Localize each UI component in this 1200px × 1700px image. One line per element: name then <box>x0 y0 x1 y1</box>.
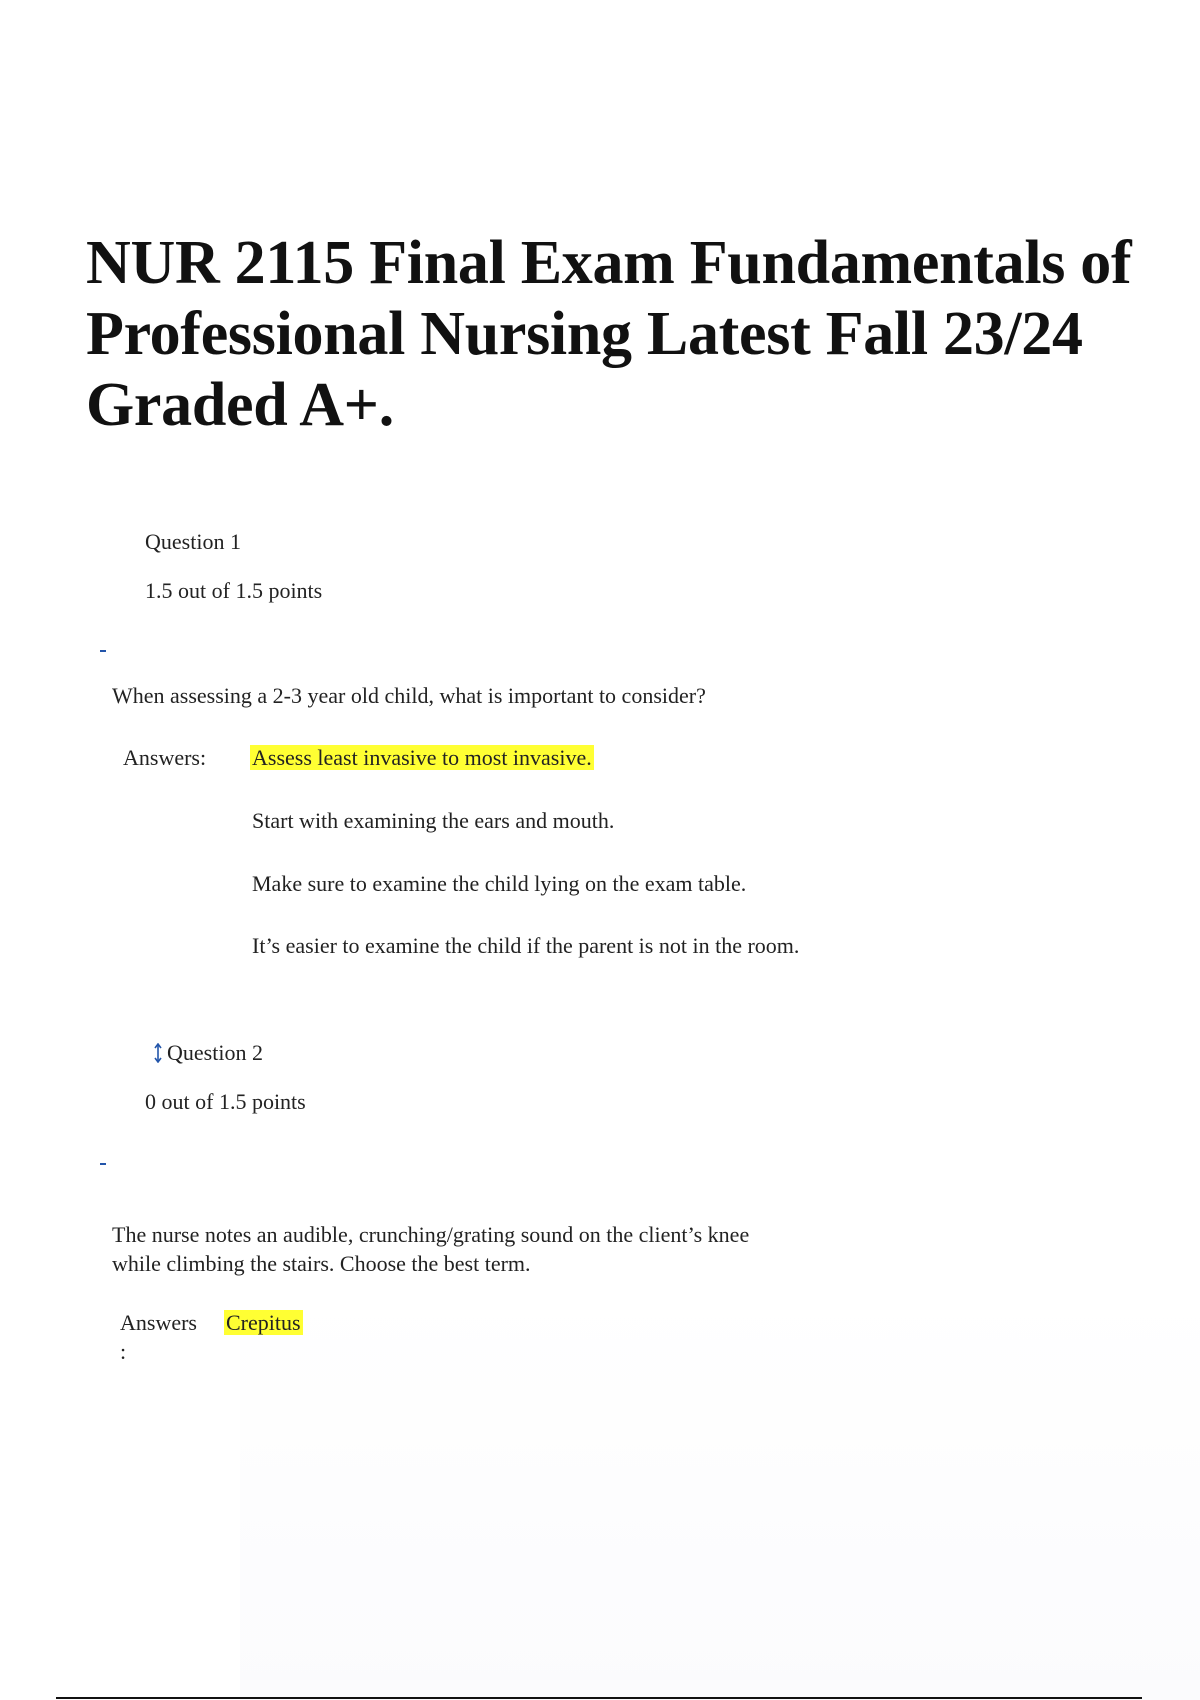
question-2-label: Question 2 <box>167 1040 263 1065</box>
question-1-answers-label: Answers: <box>123 745 207 770</box>
question-2-score: 0 out of 1.5 points <box>145 1089 306 1114</box>
question-1-text: When assessing a 2-3 year old child, what is important to consider? <box>112 683 706 708</box>
selected-answer-highlight: Crepitus <box>226 1310 301 1335</box>
up-down-arrow-icon <box>153 1043 163 1063</box>
question-1-label: Question 1 <box>145 529 241 554</box>
question-2-answer-1 <box>224 1309 303 1337</box>
item-marker-icon <box>100 1163 106 1165</box>
question-1-answer-3: Make sure to examine the child lying on the exam table. <box>252 871 747 896</box>
document-title: NUR 2115 Final Exam Fundamentals of Professional Nursing Latest Fall 23/24 Graded A+. <box>86 229 1132 439</box>
question-1-answer-4: It’s easier to examine the child if the parent is not in the room. <box>252 933 800 958</box>
question-2-answers-label-colon: : <box>120 1339 127 1364</box>
question-1-score: 1.5 out of 1.5 points <box>145 578 323 603</box>
page-bottom-rule <box>56 1697 1142 1699</box>
page-shade <box>240 1290 1200 1700</box>
question-2-answers-label: Answers <box>120 1310 197 1335</box>
question-2-text: The nurse notes an audible, crunching/grating sound on the client’s knee while climbing the stairs. Choose the best term. <box>112 1222 750 1276</box>
item-marker-icon <box>100 650 106 652</box>
question-1-answer-2: Start with examining the ears and mouth. <box>252 808 615 833</box>
question-1-answer-1 <box>250 744 594 772</box>
selected-answer-highlight: Assess least invasive to most invasive. <box>252 745 592 770</box>
